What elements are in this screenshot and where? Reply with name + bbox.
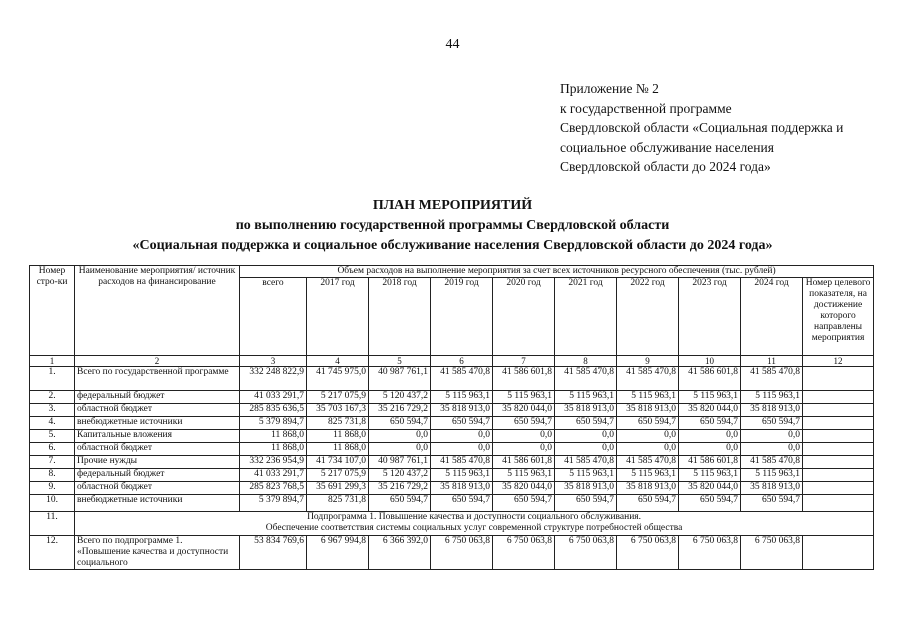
row-value: 41 585 470,8 [617, 456, 679, 469]
row-value: 332 248 822,9 [240, 367, 307, 391]
row-value: 35 818 913,0 [741, 404, 803, 417]
row-value: 5 115 963,1 [431, 391, 493, 404]
row-value: 5 217 075,9 [307, 469, 369, 482]
header-target: Номер целевого показателя, на достижение которого направлены мероприятия [803, 278, 874, 356]
table-row [30, 536, 874, 570]
appendix-line: Приложение № 2 [560, 81, 659, 96]
table-row [30, 495, 874, 512]
row-value: 40 987 761,1 [369, 367, 431, 391]
row-value: 5 379 894,7 [240, 495, 307, 512]
row-value: 0,0 [679, 430, 741, 443]
subprogram-row [30, 512, 874, 536]
header-col-2017: 2017 год [307, 278, 369, 356]
row-number: 2. [30, 391, 75, 404]
row-value: 35 216 729,2 [369, 404, 431, 417]
row-value: 5 379 894,7 [240, 417, 307, 430]
row-value: 11 868,0 [240, 443, 307, 456]
title-line: «Социальная поддержка и социальное обслуживание населения Свердловской области до 2024 года» [132, 238, 773, 253]
row-value: 650 594,7 [493, 417, 555, 430]
header-col-2018: 2018 год [369, 278, 431, 356]
row-value: 0,0 [741, 430, 803, 443]
row-value: 35 820 044,0 [493, 404, 555, 417]
row-value: 41 585 470,8 [431, 367, 493, 391]
row-value: 5 115 963,1 [617, 469, 679, 482]
row-name: федеральный бюджет [75, 469, 240, 482]
row-number: 9. [30, 482, 75, 495]
column-index: 3 [240, 356, 307, 367]
row-value: 41 585 470,8 [741, 456, 803, 469]
column-index: 2 [75, 356, 240, 367]
row-value: 11 868,0 [240, 430, 307, 443]
row-value: 35 818 913,0 [617, 404, 679, 417]
row-value: 6 750 063,8 [431, 536, 493, 570]
row-value: 0,0 [617, 430, 679, 443]
row-number: 3. [30, 404, 75, 417]
row-value: 41 586 601,8 [679, 456, 741, 469]
row-value: 650 594,7 [617, 495, 679, 512]
row-value: 35 820 044,0 [679, 404, 741, 417]
column-index: 11 [741, 356, 803, 367]
row-value: 5 115 963,1 [493, 469, 555, 482]
title-line: по выполнению государственной программы Свердловской области [235, 218, 670, 233]
row-value: 650 594,7 [555, 495, 617, 512]
row-value: 0,0 [369, 443, 431, 456]
row-name: областной бюджет [75, 443, 240, 456]
row-value: 35 691 299,3 [307, 482, 369, 495]
row-value: 650 594,7 [741, 417, 803, 430]
row-value: 0,0 [617, 443, 679, 456]
row-target [803, 430, 874, 443]
row-value: 650 594,7 [431, 495, 493, 512]
row-target [803, 417, 874, 430]
row-value: 650 594,7 [617, 417, 679, 430]
row-value: 0,0 [493, 430, 555, 443]
row-value: 6 366 392,0 [369, 536, 431, 570]
row-value: 41 585 470,8 [617, 367, 679, 391]
row-number: 11. [30, 512, 75, 536]
row-value: 650 594,7 [493, 495, 555, 512]
row-value: 650 594,7 [679, 417, 741, 430]
row-number: 8. [30, 469, 75, 482]
row-value: 5 115 963,1 [555, 391, 617, 404]
subprogram-title [75, 512, 874, 536]
row-target [803, 482, 874, 495]
row-number: 7. [30, 456, 75, 469]
table-row [30, 482, 874, 495]
row-number: 6. [30, 443, 75, 456]
row-name: внебюджетные источники [75, 495, 240, 512]
row-value: 650 594,7 [555, 417, 617, 430]
table-row [30, 469, 874, 482]
row-value: 0,0 [679, 443, 741, 456]
row-value: 0,0 [555, 443, 617, 456]
row-value: 5 120 437,2 [369, 391, 431, 404]
row-value: 41 585 470,8 [431, 456, 493, 469]
row-value: 5 115 963,1 [617, 391, 679, 404]
table-row [30, 443, 874, 456]
row-name: Прочие нужды [75, 456, 240, 469]
row-number: 5. [30, 430, 75, 443]
row-target [803, 536, 874, 570]
row-value: 35 216 729,2 [369, 482, 431, 495]
column-index: 1 [30, 356, 75, 367]
row-number: 10. [30, 495, 75, 512]
row-target [803, 469, 874, 482]
appendix-line: социальное обслуживание населения [560, 139, 774, 155]
row-value: 41 734 107,0 [307, 456, 369, 469]
row-value: 285 823 768,5 [240, 482, 307, 495]
row-value: 41 585 470,8 [741, 367, 803, 391]
table-row [30, 430, 874, 443]
row-value: 0,0 [431, 443, 493, 456]
row-value: 0,0 [431, 430, 493, 443]
row-value: 41 033 291,7 [240, 391, 307, 404]
row-value: 35 818 913,0 [431, 404, 493, 417]
column-index: 9 [617, 356, 679, 367]
page-number: 44 [445, 37, 460, 52]
row-value: 11 868,0 [307, 430, 369, 443]
table-row [30, 367, 874, 391]
table-row [30, 456, 874, 469]
row-value: 41 586 601,8 [493, 456, 555, 469]
row-value: 11 868,0 [307, 443, 369, 456]
appendix-line: к государственной программе [560, 100, 732, 116]
row-name: Капитальные вложения [75, 430, 240, 443]
row-target [803, 391, 874, 404]
row-target [803, 367, 874, 391]
row-number: 12. [30, 536, 75, 570]
header-col-2023: 2023 год [679, 278, 741, 356]
table-row [30, 404, 874, 417]
row-value: 650 594,7 [679, 495, 741, 512]
row-name: Всего по государственной программе [75, 367, 240, 391]
column-index-row [30, 356, 874, 367]
plan-table [29, 265, 874, 570]
header-col-total: всего [240, 278, 307, 356]
column-index: 12 [803, 356, 874, 367]
row-value: 825 731,8 [307, 417, 369, 430]
row-value: 6 750 063,8 [555, 536, 617, 570]
column-index: 10 [679, 356, 741, 367]
row-value: 5 115 963,1 [431, 469, 493, 482]
header-col-2024: 2024 год [741, 278, 803, 356]
table-row [30, 391, 874, 404]
row-value: 6 967 994,8 [307, 536, 369, 570]
row-target [803, 404, 874, 417]
row-value: 5 115 963,1 [493, 391, 555, 404]
row-value: 5 120 437,2 [369, 469, 431, 482]
row-value: 35 818 913,0 [741, 482, 803, 495]
row-name: областной бюджет [75, 404, 240, 417]
header-volume: Объем расходов на выполнение мероприятия за счет всех источников ресурсного обеспечения (тыс. рублей) [240, 266, 874, 278]
row-value: 825 731,8 [307, 495, 369, 512]
row-value: 35 818 913,0 [431, 482, 493, 495]
appendix-line: Свердловской области «Социальная поддержка и [560, 120, 844, 135]
row-value: 35 818 913,0 [555, 404, 617, 417]
row-value: 35 818 913,0 [555, 482, 617, 495]
row-value: 40 987 761,1 [369, 456, 431, 469]
row-value: 5 217 075,9 [307, 391, 369, 404]
header-name: Наименование мероприятия/ источник расходов на финансирование [75, 266, 240, 356]
column-index: 5 [369, 356, 431, 367]
row-value: 332 236 954,9 [240, 456, 307, 469]
row-value: 35 703 167,3 [307, 404, 369, 417]
row-value: 5 115 963,1 [741, 469, 803, 482]
appendix-line: Свердловской области до 2024 года» [560, 159, 771, 174]
document-title [0, 196, 905, 256]
appendix-block [560, 79, 900, 177]
row-value: 41 745 975,0 [307, 367, 369, 391]
row-name: областной бюджет [75, 482, 240, 495]
header-rowno: Номер стро-ки [30, 266, 75, 356]
row-value: 285 835 636,5 [240, 404, 307, 417]
row-value: 53 834 769,6 [240, 536, 307, 570]
row-name: Всего по подпрограмме 1. «Повышение качества и доступности социального [75, 536, 240, 570]
row-value: 0,0 [369, 430, 431, 443]
row-value: 35 820 044,0 [679, 482, 741, 495]
header-col-2020: 2020 год [493, 278, 555, 356]
subprogram-line: Подпрограмма 1. Повышение качества и доступности социального обслуживания. [307, 512, 642, 522]
row-value: 5 115 963,1 [679, 469, 741, 482]
row-value: 6 750 063,8 [741, 536, 803, 570]
header-col-2019: 2019 год [431, 278, 493, 356]
column-index: 7 [493, 356, 555, 367]
table-row [30, 417, 874, 430]
row-value: 650 594,7 [431, 417, 493, 430]
row-value: 650 594,7 [369, 417, 431, 430]
row-number: 4. [30, 417, 75, 430]
row-value: 41 033 291,7 [240, 469, 307, 482]
row-value: 41 586 601,8 [679, 367, 741, 391]
row-value: 650 594,7 [369, 495, 431, 512]
row-name: внебюджетные источники [75, 417, 240, 430]
row-target [803, 443, 874, 456]
row-value: 6 750 063,8 [617, 536, 679, 570]
row-value: 0,0 [493, 443, 555, 456]
row-value: 650 594,7 [741, 495, 803, 512]
column-index: 4 [307, 356, 369, 367]
row-number: 1. [30, 367, 75, 391]
row-value: 5 115 963,1 [555, 469, 617, 482]
row-value: 0,0 [555, 430, 617, 443]
row-value: 6 750 063,8 [679, 536, 741, 570]
row-value: 5 115 963,1 [679, 391, 741, 404]
row-target [803, 456, 874, 469]
subprogram-line: Обеспечение соответствия системы социальных услуг современной структуре потребностей общества [265, 523, 683, 533]
row-value: 41 585 470,8 [555, 367, 617, 391]
row-name: федеральный бюджет [75, 391, 240, 404]
row-value: 41 586 601,8 [493, 367, 555, 391]
title-line: ПЛАН МЕРОПРИЯТИЙ [372, 198, 533, 213]
row-value: 6 750 063,8 [493, 536, 555, 570]
row-value: 41 585 470,8 [555, 456, 617, 469]
row-value: 35 818 913,0 [617, 482, 679, 495]
row-value: 5 115 963,1 [741, 391, 803, 404]
header-col-2022: 2022 год [617, 278, 679, 356]
row-value: 0,0 [741, 443, 803, 456]
row-target [803, 495, 874, 512]
column-index: 6 [431, 356, 493, 367]
column-index: 8 [555, 356, 617, 367]
row-value: 35 820 044,0 [493, 482, 555, 495]
header-col-2021: 2021 год [555, 278, 617, 356]
